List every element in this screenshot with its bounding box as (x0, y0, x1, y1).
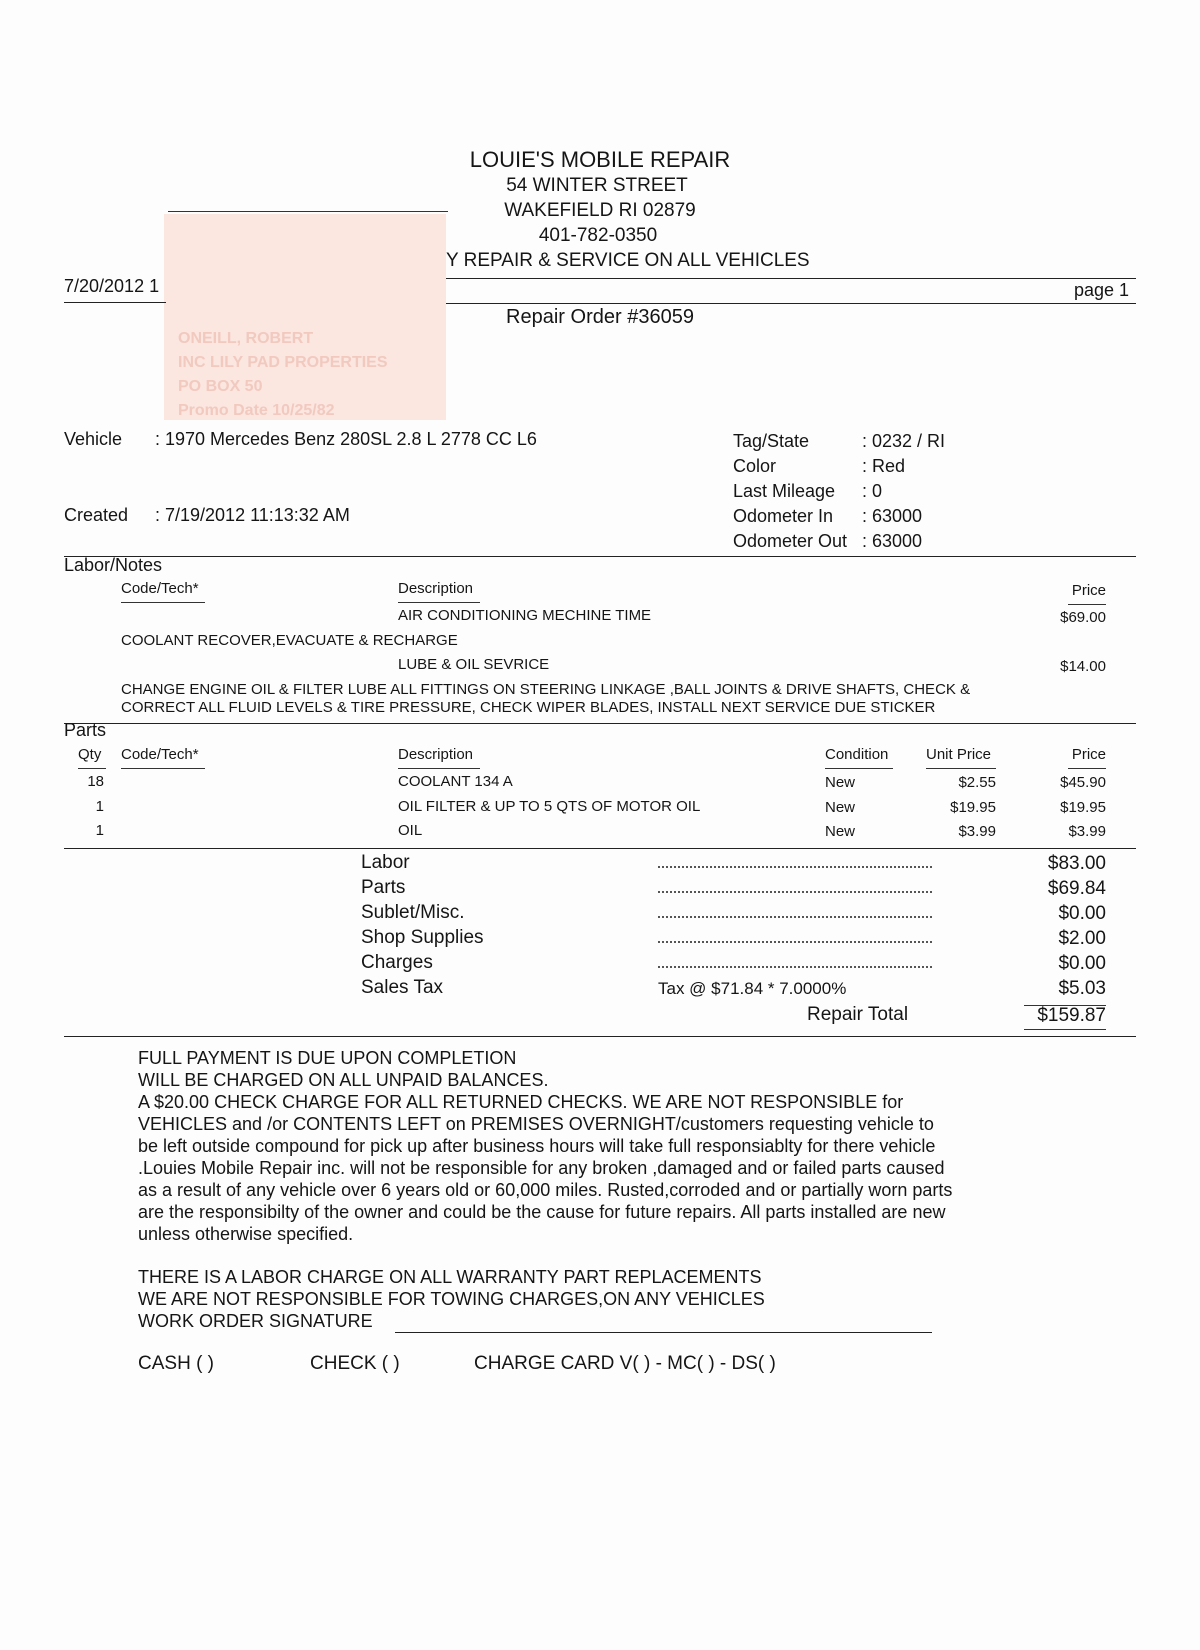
parts-col-unit-price: Unit Price (926, 746, 992, 763)
leader-dots (658, 866, 932, 868)
labor-item-note: COOLANT RECOVER,EVACUATE & RECHARGE (121, 632, 458, 649)
payment-cash-option[interactable]: CASH ( ) (138, 1353, 214, 1374)
labor-item-description: LUBE & OIL SEVRICE (398, 656, 550, 673)
odometer-in-value: : 63000 (862, 506, 923, 526)
parts-col-condition-underline (825, 768, 893, 769)
redacted-text: PO BOX 50 (178, 378, 263, 395)
shop-name: LOUIE'S MOBILE REPAIR (469, 147, 731, 172)
parts-col-price: Price (1071, 746, 1106, 763)
parts-row-qty: 1 (95, 822, 104, 839)
shop-tagline: Y REPAIR & SERVICE ON ALL VEHICLES (446, 250, 810, 271)
total-value-charges: $0.00 (1058, 953, 1106, 974)
labor-item-description: AIR CONDITIONING MECHINE TIME (398, 607, 652, 624)
terms-line: A $20.00 CHECK CHARGE FOR ALL RETURNED CHECKS. WE ARE NOT RESPONSIBLE for (138, 1092, 904, 1112)
total-label-shop-supplies: Shop Supplies (361, 927, 484, 948)
total-value-sublet: $0.00 (1058, 903, 1106, 924)
parts-col-description-underline (398, 768, 480, 769)
labor-col-price-underline (1068, 604, 1106, 605)
terms-line: .Louies Mobile Repair inc. will not be responsible for any broken ,damaged and or failed parts caused (138, 1158, 945, 1178)
parts-col-unit-price-underline (926, 768, 996, 769)
color-label: Color (733, 456, 777, 476)
terms-line: WILL BE CHARGED ON ALL UNPAID BALANCES. (138, 1070, 549, 1090)
labor-col-description-underline (398, 602, 480, 603)
total-label-charges: Charges (361, 952, 433, 973)
parts-row-condition: New (825, 823, 856, 840)
labor-item-note: CHANGE ENGINE OIL & FILTER LUBE ALL FITTINGS ON STEERING LINKAGE ,BALL JOINTS & DRIVE SHAFTS, CHECK & (121, 681, 971, 698)
leader-dots (658, 891, 932, 893)
redacted-text: INC LILY PAD PROPERTIES (178, 354, 388, 371)
labor-item-price: $14.00 (1060, 658, 1106, 675)
parts-col-qty-underline (78, 768, 106, 769)
terms-line: FULL PAYMENT IS DUE UPON COMPLETION (138, 1048, 517, 1068)
parts-row-condition: New (825, 774, 856, 791)
created-value: : 7/19/2012 11:13:32 AM (155, 505, 350, 525)
labor-col-price: Price (1071, 582, 1106, 599)
total-label-sublet: Sublet/Misc. (361, 902, 465, 923)
parts-section-title: Parts (64, 720, 107, 740)
terms-line: VEHICLES and /or CONTENTS LEFT on PREMISES OVERNIGHT/customers requesting vehicle to (138, 1114, 934, 1134)
terms-line: as a result of any vehicle over 6 years old or 60,000 miles. Rusted,corroded and or partially worn parts (138, 1180, 953, 1200)
parts-row-description: COOLANT 134 A (398, 773, 513, 790)
tag-state-value: : 0232 / RI (862, 431, 946, 451)
repair-order-number: Repair Order #36059 (506, 306, 694, 328)
towing-line: WE ARE NOT RESPONSIBLE FOR TOWING CHARGES,ON ANY VEHICLES (138, 1289, 765, 1309)
warranty-line: THERE IS A LABOR CHARGE ON ALL WARRANTY PART REPLACEMENTS (138, 1267, 762, 1287)
parts-row-condition: New (825, 799, 856, 816)
date-underline (64, 302, 166, 303)
labor-section-title: Labor/Notes (64, 555, 163, 575)
parts-row-unit-price: $19.95 (950, 799, 996, 816)
parts-row-price: $19.95 (1060, 799, 1106, 816)
repair-total-rule-bottom (1024, 1029, 1106, 1030)
color-value: : Red (862, 456, 906, 476)
parts-row-description: OIL FILTER & UP TO 5 QTS OF MOTOR OIL (398, 798, 701, 815)
parts-row-price: $45.90 (1060, 774, 1106, 791)
total-value-parts: $69.84 (1047, 878, 1106, 899)
labor-col-description: Description (398, 580, 474, 597)
leader-dots (658, 966, 932, 968)
signature-line[interactable] (395, 1332, 932, 1333)
labor-col-code-underline (121, 602, 205, 603)
page-number: page 1 (1074, 280, 1130, 300)
sales-tax-detail: Tax @ $71.84 * 7.0000% (658, 979, 847, 998)
total-label-parts: Parts (361, 877, 406, 898)
repair-total-label: Repair Total (807, 1004, 909, 1025)
sales-tax-label: Sales Tax (361, 977, 444, 998)
signature-label: WORK ORDER SIGNATURE (138, 1311, 373, 1331)
total-value-shop-supplies: $2.00 (1058, 928, 1106, 949)
terms-line: are the responsibilty of the owner and could be the cause for future repairs. All parts installed are new (138, 1202, 946, 1222)
redacted-text: ONEILL, ROBERT (178, 330, 314, 347)
terms-line: be left outside compound for pick up after business hours will take full responsiablty for there vehicle (138, 1136, 936, 1156)
tag-state-label: Tag/State (733, 431, 810, 451)
parts-col-description: Description (398, 746, 474, 763)
parts-row-price: $3.99 (1068, 823, 1106, 840)
shop-city: WAKEFIELD RI 02879 (504, 200, 696, 221)
terms-section-rule (64, 1036, 1136, 1037)
header-rule-bottom (446, 303, 1136, 304)
leader-dots (658, 916, 932, 918)
shop-street: 54 WINTER STREET (506, 175, 688, 196)
header-rule-top (446, 278, 1136, 279)
last-mileage-value: : 0 (862, 481, 883, 501)
total-value-labor: $83.00 (1047, 853, 1106, 874)
parts-row-qty: 18 (87, 773, 104, 790)
labor-section-rule (64, 556, 1136, 557)
parts-col-code-underline (121, 768, 205, 769)
sales-tax-value: $5.03 (1058, 978, 1106, 999)
parts-col-price-underline (1068, 768, 1106, 769)
parts-row-unit-price: $2.55 (958, 774, 996, 791)
print-date: 7/20/2012 1 (64, 276, 160, 296)
leader-dots (658, 941, 932, 943)
total-label-labor: Labor (361, 852, 410, 873)
parts-row-description: OIL (398, 822, 423, 839)
labor-item-price: $69.00 (1060, 609, 1106, 626)
totals-section-rule (64, 848, 1136, 849)
parts-col-condition: Condition (825, 746, 889, 763)
repair-total-value: $159.87 (1037, 1005, 1106, 1026)
payment-check-option[interactable]: CHECK ( ) (310, 1353, 400, 1374)
terms-line: unless otherwise specified. (138, 1224, 354, 1244)
created-label: Created (64, 505, 129, 525)
odometer-in-label: Odometer In (733, 506, 834, 526)
address-rule (168, 211, 448, 212)
parts-col-code: Code/Tech* (121, 746, 199, 763)
shop-phone: 401-782-0350 (538, 225, 658, 246)
payment-charge-card-option[interactable]: CHARGE CARD V( ) - MC( ) - DS( ) (474, 1353, 776, 1374)
labor-col-code: Code/Tech* (121, 580, 199, 597)
odometer-out-label: Odometer Out (733, 531, 848, 551)
parts-section-rule (64, 723, 1136, 724)
vehicle-value: : 1970 Mercedes Benz 280SL 2.8 L 2778 CC L6 (155, 429, 537, 449)
vehicle-label: Vehicle (64, 429, 123, 449)
last-mileage-label: Last Mileage (733, 481, 836, 501)
redacted-text: Promo Date 10/25/82 (178, 402, 335, 419)
parts-col-qty: Qty (78, 746, 102, 763)
labor-item-note: CORRECT ALL FLUID LEVELS & TIRE PRESSURE, CHECK WIPER BLADES, INSTALL NEXT SERVICE DUE STICKER (121, 699, 936, 716)
odometer-out-value: : 63000 (862, 531, 923, 551)
parts-row-unit-price: $3.99 (958, 823, 996, 840)
parts-row-qty: 1 (95, 798, 104, 815)
